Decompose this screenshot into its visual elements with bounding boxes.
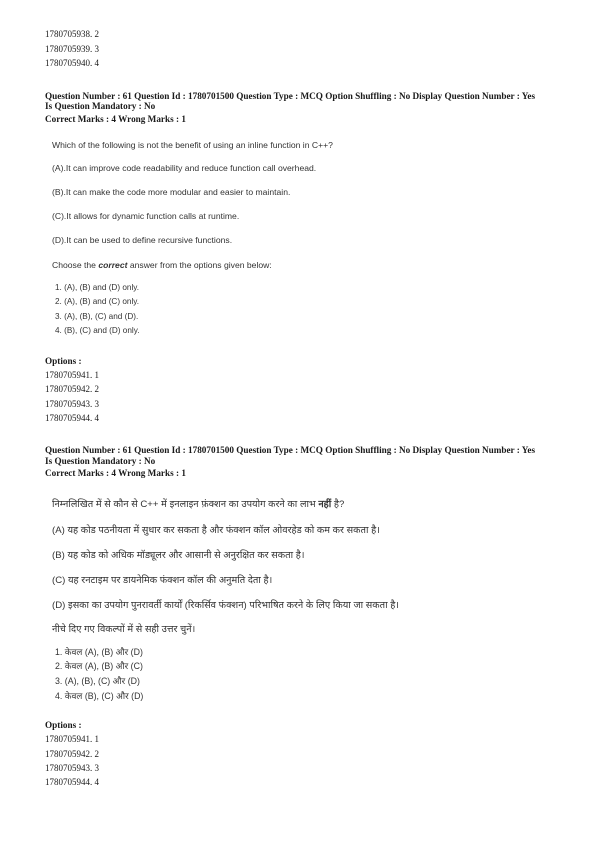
statement-b: (B).It can make the code more modular and easier to maintain. — [52, 187, 291, 197]
choice-1: 1. (A), (B) and (D) only. — [55, 283, 140, 292]
choice-2: 2. (A), (B) and (C) only. — [55, 297, 140, 306]
choice-4: 4. केवल (B), (C) और (D) — [55, 691, 144, 701]
question-header-line1: Question Number : 61 Question Id : 1780701500 Question Type : MCQ Option Shuffling : No Display Question Number : Yes — [45, 91, 536, 101]
choose-emphasis: correct — [98, 260, 128, 270]
choose-instruction: नीचे दिए गए विकल्पों में से सही उत्तर चुनें। — [52, 624, 196, 635]
choice-3: 3. (A), (B), (C) और (D) — [55, 676, 140, 686]
choice-3: 3. (A), (B), (C) and (D). — [55, 312, 139, 321]
option-id: 1780705943. 3 — [45, 399, 99, 409]
option-id: 1780705943. 3 — [45, 763, 99, 773]
option-id: 1780705941. 1 — [45, 370, 99, 380]
option-id: 1780705939. 3 — [45, 44, 99, 54]
question-marks: Correct Marks : 4 Wrong Marks : 1 — [45, 468, 186, 478]
option-id: 1780705942. 2 — [45, 384, 99, 394]
statement-c: (C) यह रनटाइम पर डायनेमिक फंक्शन कॉल की अनुमति देता है। — [52, 575, 273, 586]
option-id: 1780705944. 4 — [45, 777, 99, 787]
question-suffix: है? — [331, 499, 345, 510]
question-prefix: निम्नलिखित में से कौन से C++ में इनलाइन फ़ंक्शन का उपयोग करने का लाभ — [52, 499, 319, 510]
statement-d: (D) इसका का उपयोग पुनरावर्ती कार्यों (रिकर्सिव फंक्शन) परिभाषित करने के लिए किया जा सकता है। — [52, 600, 399, 611]
statement-d: (D).It can be used to define recursive functions. — [52, 235, 233, 245]
question-text-hindi — [52, 497, 344, 510]
option-id: 1780705942. 2 — [45, 749, 99, 759]
choice-2: 2. केवल (A), (B) और (C) — [55, 661, 143, 671]
options-label: Options : — [45, 356, 82, 366]
statement-c: (C).It allows for dynamic function calls at runtime. — [52, 211, 240, 221]
option-id: 1780705944. 4 — [45, 413, 99, 423]
choice-4: 4. (B), (C) and (D) only. — [55, 326, 140, 335]
choose-prefix: Choose the — [52, 260, 99, 270]
question-header-line1: Question Number : 61 Question Id : 1780701500 Question Type : MCQ Option Shuffling : No Display Question Number : Yes — [45, 445, 536, 455]
option-id: 1780705941. 1 — [45, 734, 99, 744]
choice-1: 1. केवल (A), (B) और (D) — [55, 647, 143, 657]
question-marks: Correct Marks : 4 Wrong Marks : 1 — [45, 114, 186, 124]
statement-a: (A).It can improve code readability and reduce function call overhead. — [52, 163, 317, 173]
choose-suffix: answer from the options given below: — [127, 260, 272, 270]
options-label: Options : — [45, 720, 82, 730]
question-header-line2: Is Question Mandatory : No — [45, 101, 156, 111]
question-text: Which of the following is not the benefit of using an inline function in C++? — [52, 140, 333, 150]
option-id: 1780705938. 2 — [45, 29, 99, 39]
question-emphasis: नहीं — [318, 499, 332, 510]
choose-instruction — [52, 260, 272, 270]
option-id: 1780705940. 4 — [45, 58, 99, 68]
question-header-line2: Is Question Mandatory : No — [45, 456, 156, 466]
statement-a: (A) यह कोड पठनीयता में सुधार कर सकता है और फंक्शन कॉल ओवरहेड को कम कर सकता है। — [52, 525, 380, 536]
statement-b: (B) यह कोड को अधिक मॉड्यूलर और आसानी से अनुरक्षित कर सकता है। — [52, 550, 305, 561]
